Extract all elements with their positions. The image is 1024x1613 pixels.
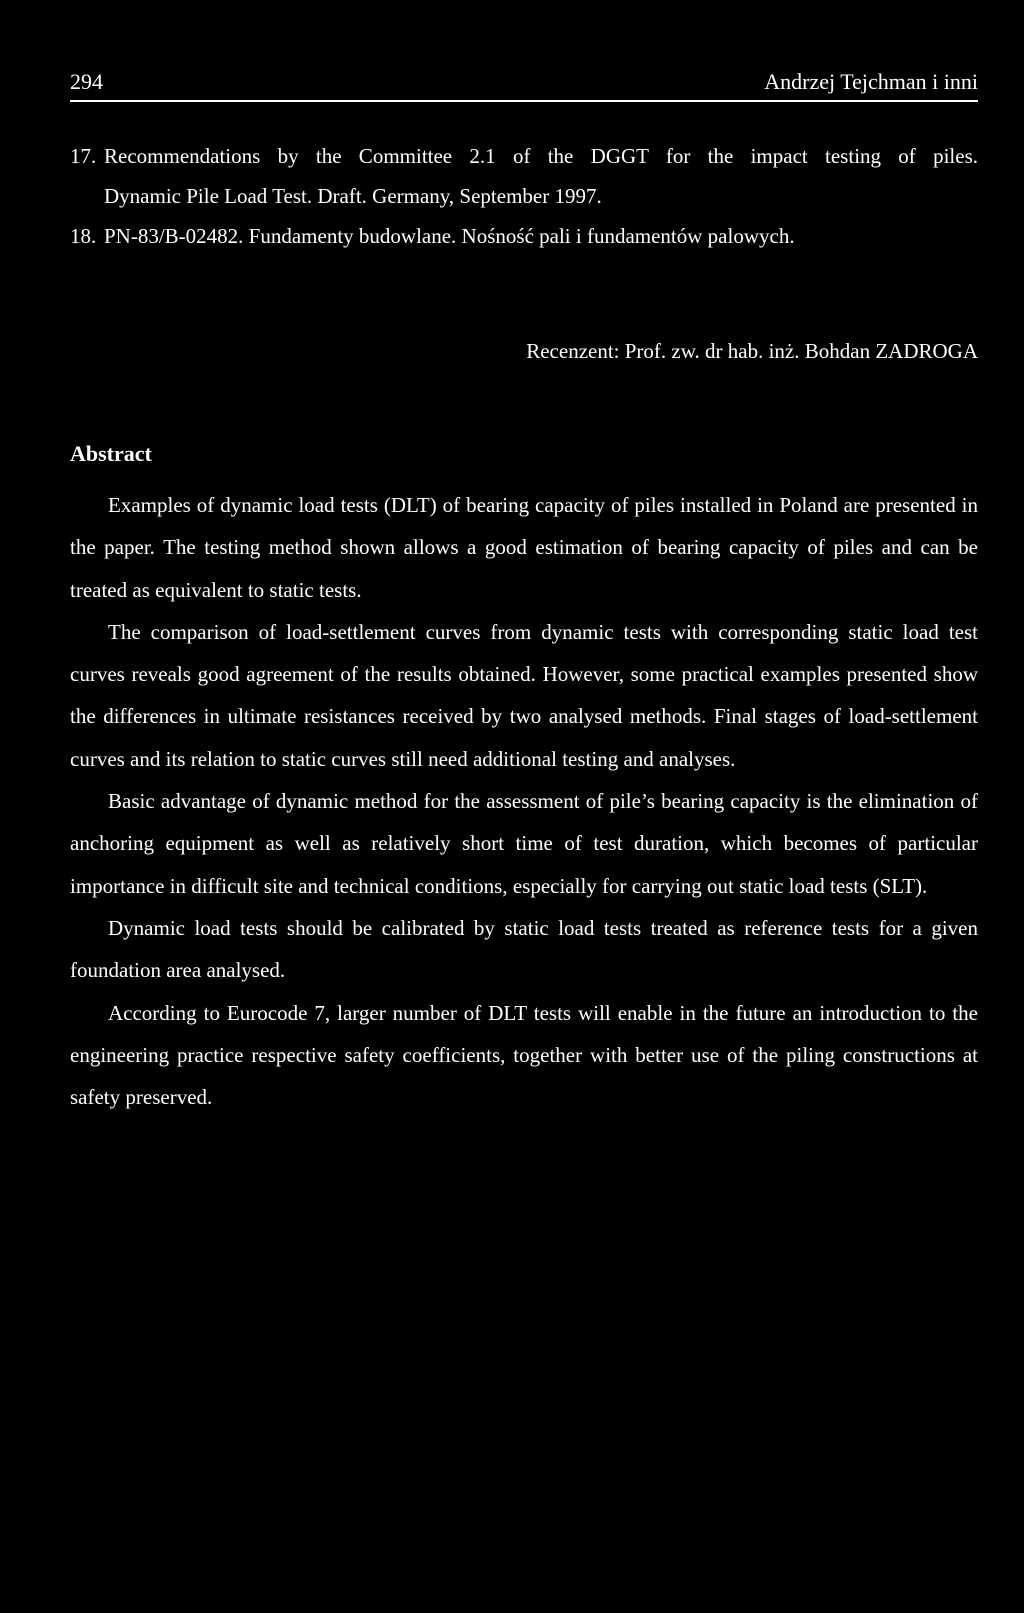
reference-number: 18. [70,224,97,248]
abstract-paragraph: Basic advantage of dynamic method for the assessment of pile’s bearing capacity is the elimination of anchoring equipment as well as relatively short time of test duration, which becomes of particular importance in difficult site and technical conditions, especially for carrying out static load tests (SLT). [70,789,978,898]
reference-line [70,224,795,248]
reference-text: Recommendations by the Committee 2.1 of the DGGT for the impact testing of piles. [104,144,978,168]
reviewer-line: Recenzent: Prof. zw. dr hab. inż. Bohdan ZADROGA [526,339,978,363]
reference-text: PN-83/B-02482. Fundamenty budowlane. Nośność pali i fundamentów palowych. [104,224,795,248]
page-number: 294 [70,69,103,94]
abstract-paragraph: According to Eurocode 7, larger number of DLT tests will enable in the future an introduction to the engineering practice respective safety coefficients, together with better use of the piling constructions at safety preserved. [70,1000,978,1110]
paper-page [70,0,978,1613]
reference-item-18 [70,216,978,256]
reference-item-17 [70,136,978,216]
abstract-paragraph: Examples of dynamic load tests (DLT) of bearing capacity of piles installed in Poland are presented in the paper. The testing method shown allows a good estimation of bearing capacity of piles and can be treated as equivalent to static tests. [70,493,978,602]
reference-number: 17. [70,144,97,168]
abstract-body [70,484,978,1118]
abstract-heading: Abstract [70,441,152,466]
running-header [70,66,978,102]
running-header-author: Andrzej Tejchman i inni [764,69,978,94]
reference-list [70,136,978,256]
reference-line [70,136,978,176]
abstract-paragraph: Dynamic load tests should be calibrated by static load tests treated as reference tests for a given foundation area analysed. [70,915,978,983]
reference-continuation: Dynamic Pile Load Test. Draft. Germany, September 1997. [104,184,602,208]
abstract-paragraph: The comparison of load-settlement curves from dynamic tests with corresponding static load test curves reveals good agreement of the results obtained. However, some practical examples presented show the differences in ultimate resistances received by two analysed methods. Final stages of load-settlement curves and its relation to static curves still need additional testing and analyses. [70,619,978,771]
